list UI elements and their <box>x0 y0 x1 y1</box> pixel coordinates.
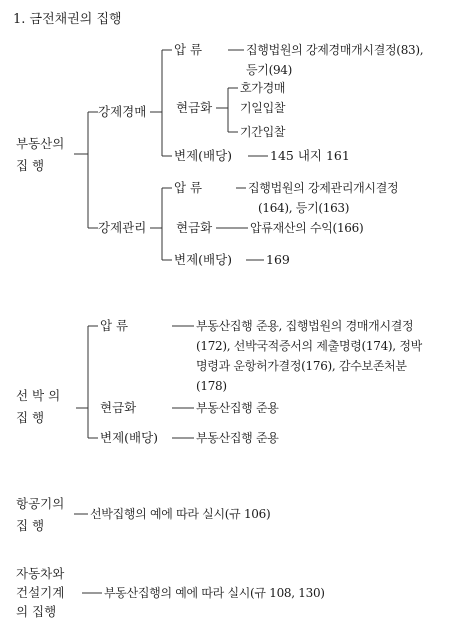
forced-management-label: 강제관리 <box>98 220 147 235</box>
conversion-item-oral-auction: 호가경매 <box>240 81 286 95</box>
forced-auction-payment-text: 145 내지 161 <box>270 148 350 163</box>
vehicle-label-line3: 의 집행 <box>16 604 57 619</box>
vehicle-text: 부동산집행의 예에 따라 실시(규 108, 130) <box>104 586 325 600</box>
ship-conversion-text: 부동산집행 준용 <box>196 401 279 415</box>
forced-auction-conversion-label: 현금화 <box>176 100 213 115</box>
ship-seizure-text-line4: (178) <box>196 379 227 393</box>
forced-management-conversion-text: 압류재산의 수익(166) <box>250 221 364 235</box>
forced-auction-seizure-label: 압 류 <box>174 42 203 57</box>
ship-label-line1: 선 박 의 <box>16 388 61 403</box>
ship-seizure-text-line2: (172), 선박국적증서의 제출명령(174), 정박 <box>196 339 422 353</box>
ship-seizure-label: 압 류 <box>100 318 129 333</box>
conversion-item-date-bidding: 기일입찰 <box>240 101 286 115</box>
forced-management-seizure-text-line1: 집행법원의 강제관리개시결정 <box>248 181 399 195</box>
aircraft-label-line1: 항공기의 <box>16 496 65 511</box>
forced-management-payment-label: 변제(배당) <box>174 252 233 267</box>
aircraft-text: 선박집행의 예에 따라 실시(규 106) <box>90 507 271 521</box>
conversion-item-period-bidding: 기간입찰 <box>240 125 286 139</box>
ship-payment-label: 변제(배당) <box>100 430 159 445</box>
vehicle-label-line1: 자동차와 <box>16 566 65 581</box>
section-title: 1. 금전채권의 집행 <box>13 12 122 27</box>
forced-management-conversion-label: 현금화 <box>176 220 213 235</box>
real-estate-label-line2: 집 행 <box>16 158 45 173</box>
aircraft-label-line2: 집 행 <box>16 518 45 533</box>
ship-conversion-label: 현금화 <box>100 400 137 415</box>
ship-seizure-text-line3: 명령과 운항허가결정(176), 감수보존처분 <box>196 359 407 373</box>
forced-management-seizure-label: 압 류 <box>174 180 203 195</box>
forced-management-seizure-text-line2: (164), 등기(163) <box>258 201 350 215</box>
forced-auction-seizure-text-line1: 집행법원의 강제경매개시결정(83), <box>246 43 424 57</box>
forced-management-payment-text: 169 <box>266 252 290 267</box>
forced-auction-seizure-text-line2: 등기(94) <box>246 63 293 77</box>
forced-auction-payment-label: 변제(배당) <box>174 148 233 163</box>
ship-label-line2: 집 행 <box>16 410 45 425</box>
vehicle-label-line2: 건설기계 <box>16 585 65 600</box>
ship-payment-text: 부동산집행 준용 <box>196 431 279 445</box>
real-estate-label-line1: 부동산의 <box>16 136 65 151</box>
forced-auction-label: 강제경매 <box>98 104 147 119</box>
ship-seizure-text-line1: 부동산집행 준용, 집행법원의 경매개시결정 <box>196 319 414 333</box>
